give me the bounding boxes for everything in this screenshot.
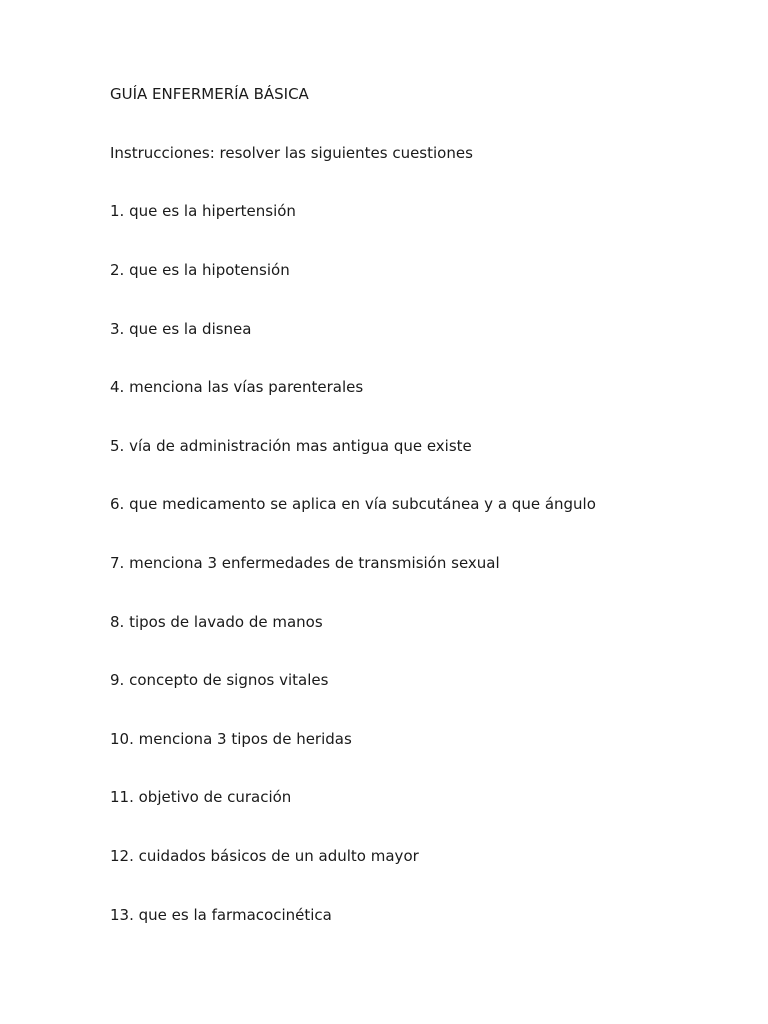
question-item: 13. que es la farmacocinética (110, 906, 332, 924)
question-item: 9. concepto de signos vitales (110, 671, 329, 689)
question-item: 4. menciona las vías parenterales (110, 378, 364, 396)
question-item: 11. objetivo de curación (110, 788, 292, 806)
question-item: 6. que medicamento se aplica en vía subcutánea y a que ángulo (110, 495, 596, 513)
question-item: 12. cuidados básicos de un adulto mayor (110, 847, 419, 865)
question-item: 10. menciona 3 tipos de heridas (110, 730, 352, 748)
question-item: 5. vía de administración mas antigua que existe (110, 437, 472, 455)
question-item: 3. que es la disnea (110, 320, 252, 338)
question-item: 8. tipos de lavado de manos (110, 613, 323, 631)
question-item: 7. menciona 3 enfermedades de transmisión sexual (110, 554, 500, 572)
question-item: 2. que es la hipotensión (110, 261, 290, 279)
question-item: 1. que es la hipertensión (110, 202, 296, 220)
document-title: GUÍA ENFERMERÍA BÁSICA (110, 85, 309, 103)
instructions-text: Instrucciones: resolver las siguientes cuestiones (110, 144, 473, 162)
